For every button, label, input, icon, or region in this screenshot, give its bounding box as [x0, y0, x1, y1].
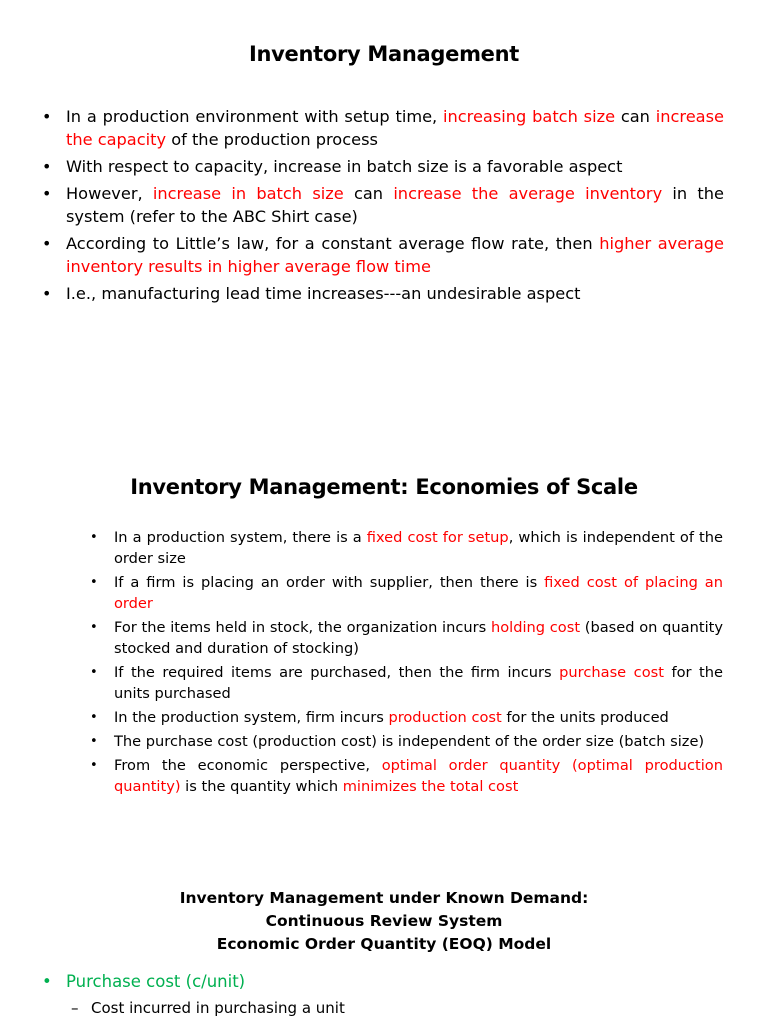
bullet-text: , which is independent of the order size	[114, 529, 723, 567]
slide3-title-line: Economic Order Quantity (EOQ) Model	[216, 935, 552, 953]
slide2-bullet	[90, 707, 723, 728]
slide1-bullet	[42, 182, 724, 228]
bullet-text: The purchase cost (production cost) is independent of the order size (batch size)	[114, 733, 705, 750]
bullet-text: If a firm is placing an order with supplier, then there is	[114, 574, 545, 591]
slide2-title: Inventory Management: Economies of Scale	[130, 475, 638, 499]
bullet-text: (based on quantity stocked and duration of stocking)	[114, 619, 723, 657]
slide2-bullet	[90, 755, 723, 797]
slide2-bullet	[90, 527, 723, 569]
bullet-text: In a production environment with setup time,	[66, 107, 444, 126]
slide3-sub-list	[71, 997, 721, 1019]
emphasis-text: increase the capacity	[66, 107, 724, 149]
slide3-sub-bullet: – Cost incurred in purchasing a unit	[71, 997, 721, 1019]
slide1-bullet	[42, 232, 724, 278]
slide1-bullet	[42, 105, 724, 151]
bullet-text: for the units produced	[501, 709, 669, 726]
emphasis-text: minimizes the total cost	[342, 778, 519, 795]
slide1-bullet	[42, 282, 724, 305]
slide2-bullet	[90, 662, 723, 704]
emphasis-text: increase in batch size	[152, 184, 344, 203]
emphasis-text: increase the average inventory	[393, 184, 663, 203]
bullet-text: in the system (refer to the ABC Shirt case)	[66, 184, 724, 226]
bullet-text: can	[343, 184, 394, 203]
bullet-text: In the production system, firm incurs	[114, 709, 389, 726]
bullet-text: is the quantity which	[180, 778, 343, 795]
slide1-bullet	[42, 155, 724, 178]
emphasis-text: holding cost	[490, 619, 581, 636]
emphasis-text: production cost	[388, 709, 502, 726]
slide3-title-line: Inventory Management under Known Demand:	[179, 889, 589, 907]
slide2-bullet	[90, 617, 723, 659]
slide3-title	[0, 887, 768, 956]
slide3-title-line: Continuous Review System	[265, 912, 503, 930]
slide1-bullet-list	[42, 105, 724, 309]
emphasis-text: optimal order quantity (optimal production quantity)	[114, 757, 723, 795]
slide2-bullet-list	[90, 527, 723, 800]
bullet-text: I.e., manufacturing lead time increases---an undesirable aspect	[66, 284, 581, 303]
bullet-text: From the economic perspective,	[114, 757, 382, 774]
bullet-text: of the production process	[166, 130, 378, 149]
bullet-text: In a production system, there is a	[114, 529, 367, 546]
slide2-bullet	[90, 731, 723, 752]
slide2-bullet	[90, 572, 723, 614]
slide3-bullet: • Purchase cost (c/unit)	[42, 970, 724, 994]
slide1-title: Inventory Management	[248, 42, 520, 66]
emphasis-text: fixed cost for setup	[366, 529, 509, 546]
emphasis-text: increasing batch size	[443, 107, 616, 126]
bullet-text: can	[615, 107, 656, 126]
emphasis-text: purchase cost	[559, 664, 664, 681]
bullet-text: However,	[66, 184, 153, 203]
bullet-text: If the required items are purchased, then the firm incurs	[114, 664, 560, 681]
bullet-text: With respect to capacity, increase in batch size is a favorable aspect	[66, 157, 623, 176]
bullet-text: For the items held in stock, the organization incurs	[114, 619, 491, 636]
bullet-text: for the units purchased	[114, 664, 723, 702]
emphasis-text: fixed cost of placing an order	[114, 574, 723, 612]
bullet-text: According to Little’s law, for a constant average flow rate, then	[66, 234, 600, 253]
emphasis-text: higher average inventory results in higher average flow time	[66, 234, 724, 276]
slide3-bullet-list	[42, 970, 724, 994]
